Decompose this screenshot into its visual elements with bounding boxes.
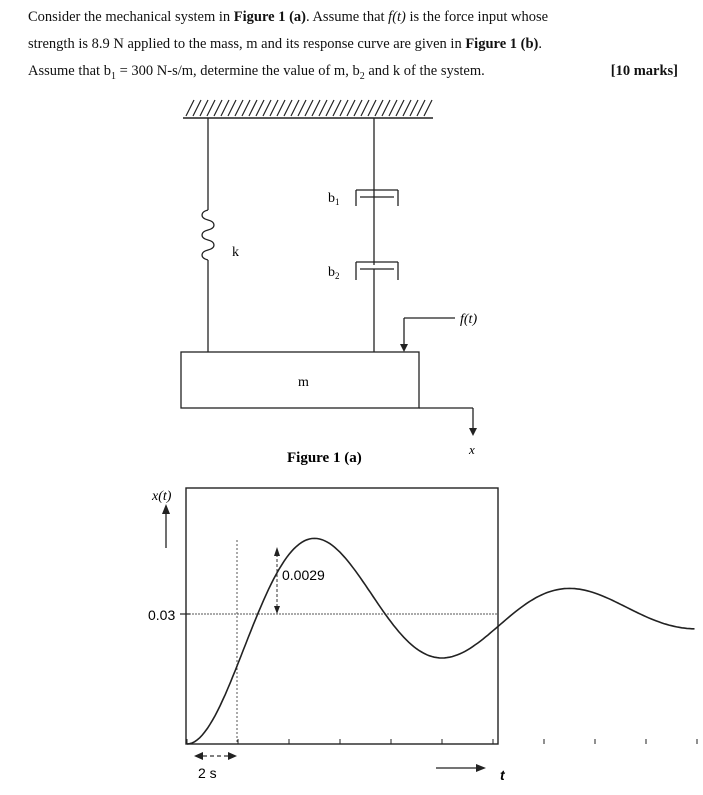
displacement-arrow [419,408,473,430]
text: and k of the system. [364,63,485,79]
hatch-line [298,100,306,116]
hatch-line [396,100,404,116]
hatch-line [361,100,369,116]
hatch-line [200,100,208,116]
hatch-line [284,100,292,116]
ground-hatch [183,100,433,118]
hatch-line [228,100,236,116]
marks-label: [10 marks] [610,63,678,79]
text: Assume that b [28,63,111,79]
hatch-line [270,100,278,116]
damper-b1-label: $b_1$ [328,191,340,207]
force-label: f(t) [460,312,478,327]
hatch-line [410,100,418,116]
hatch-line [235,100,243,116]
time-marker-label: 2 s [198,765,217,781]
svg-text:x(t): x(t) [152,489,172,504]
hatch-line [347,100,355,116]
hatch-line [417,100,425,116]
subscript: 2 [359,70,365,82]
hatch-line [305,100,313,116]
hatch-line [389,100,397,116]
force-symbol: f(t) [388,9,406,25]
text: = 300 N-s/m, determine the value of m, b [115,63,360,79]
hatch-line [333,100,341,116]
damper-b2 [356,262,398,352]
hatch-line [403,100,411,116]
overshoot-label: 0.0029 [282,567,325,583]
force-arrow [404,318,455,348]
hatch-line [354,100,362,116]
displacement-arrowhead [469,428,477,436]
spring-k [202,118,214,352]
text: Consider the mechanical system in [28,9,234,25]
x-axis-label: t [500,767,505,783]
hatch-line [312,100,320,116]
damper-b2-label: $b_2$ [328,265,340,281]
hatch-line [214,100,222,116]
figure-ref: Figure 1 (b) [465,36,539,52]
steady-state-label: 0.03 [148,607,176,623]
hatch-line [256,100,264,116]
hatch-line [319,100,327,116]
hatch-line [249,100,257,116]
hatch-line [340,100,348,116]
text: strength is 8.9 N applied to the mass, m and its response curve are given in [28,36,466,52]
hatch-line [424,100,432,116]
hatch-line [326,100,334,116]
figure-ref: Figure 1 (a) [233,9,306,25]
hatch-line [375,100,383,116]
subscript: 1 [110,70,116,82]
hatch-line [277,100,285,116]
force-arrowhead [400,344,408,352]
figure-a-caption: Figure 1 (a) [287,450,362,466]
hatch-line [368,100,376,116]
displacement-label: x [469,442,475,457]
mass-label: m [298,375,309,390]
hatch-line [186,100,194,116]
spring-label: k [232,245,239,260]
hatch-line [263,100,271,116]
hatch-line [207,100,215,116]
hatch-line [242,100,250,116]
hatch-line [221,100,229,116]
text: . [538,36,542,52]
damper-b1 [356,118,398,265]
hatch-line [291,100,299,116]
hatch-line [382,100,390,116]
hatch-line [193,100,201,116]
text: . Assume that [306,9,389,25]
text: is the force input whose [405,9,549,25]
